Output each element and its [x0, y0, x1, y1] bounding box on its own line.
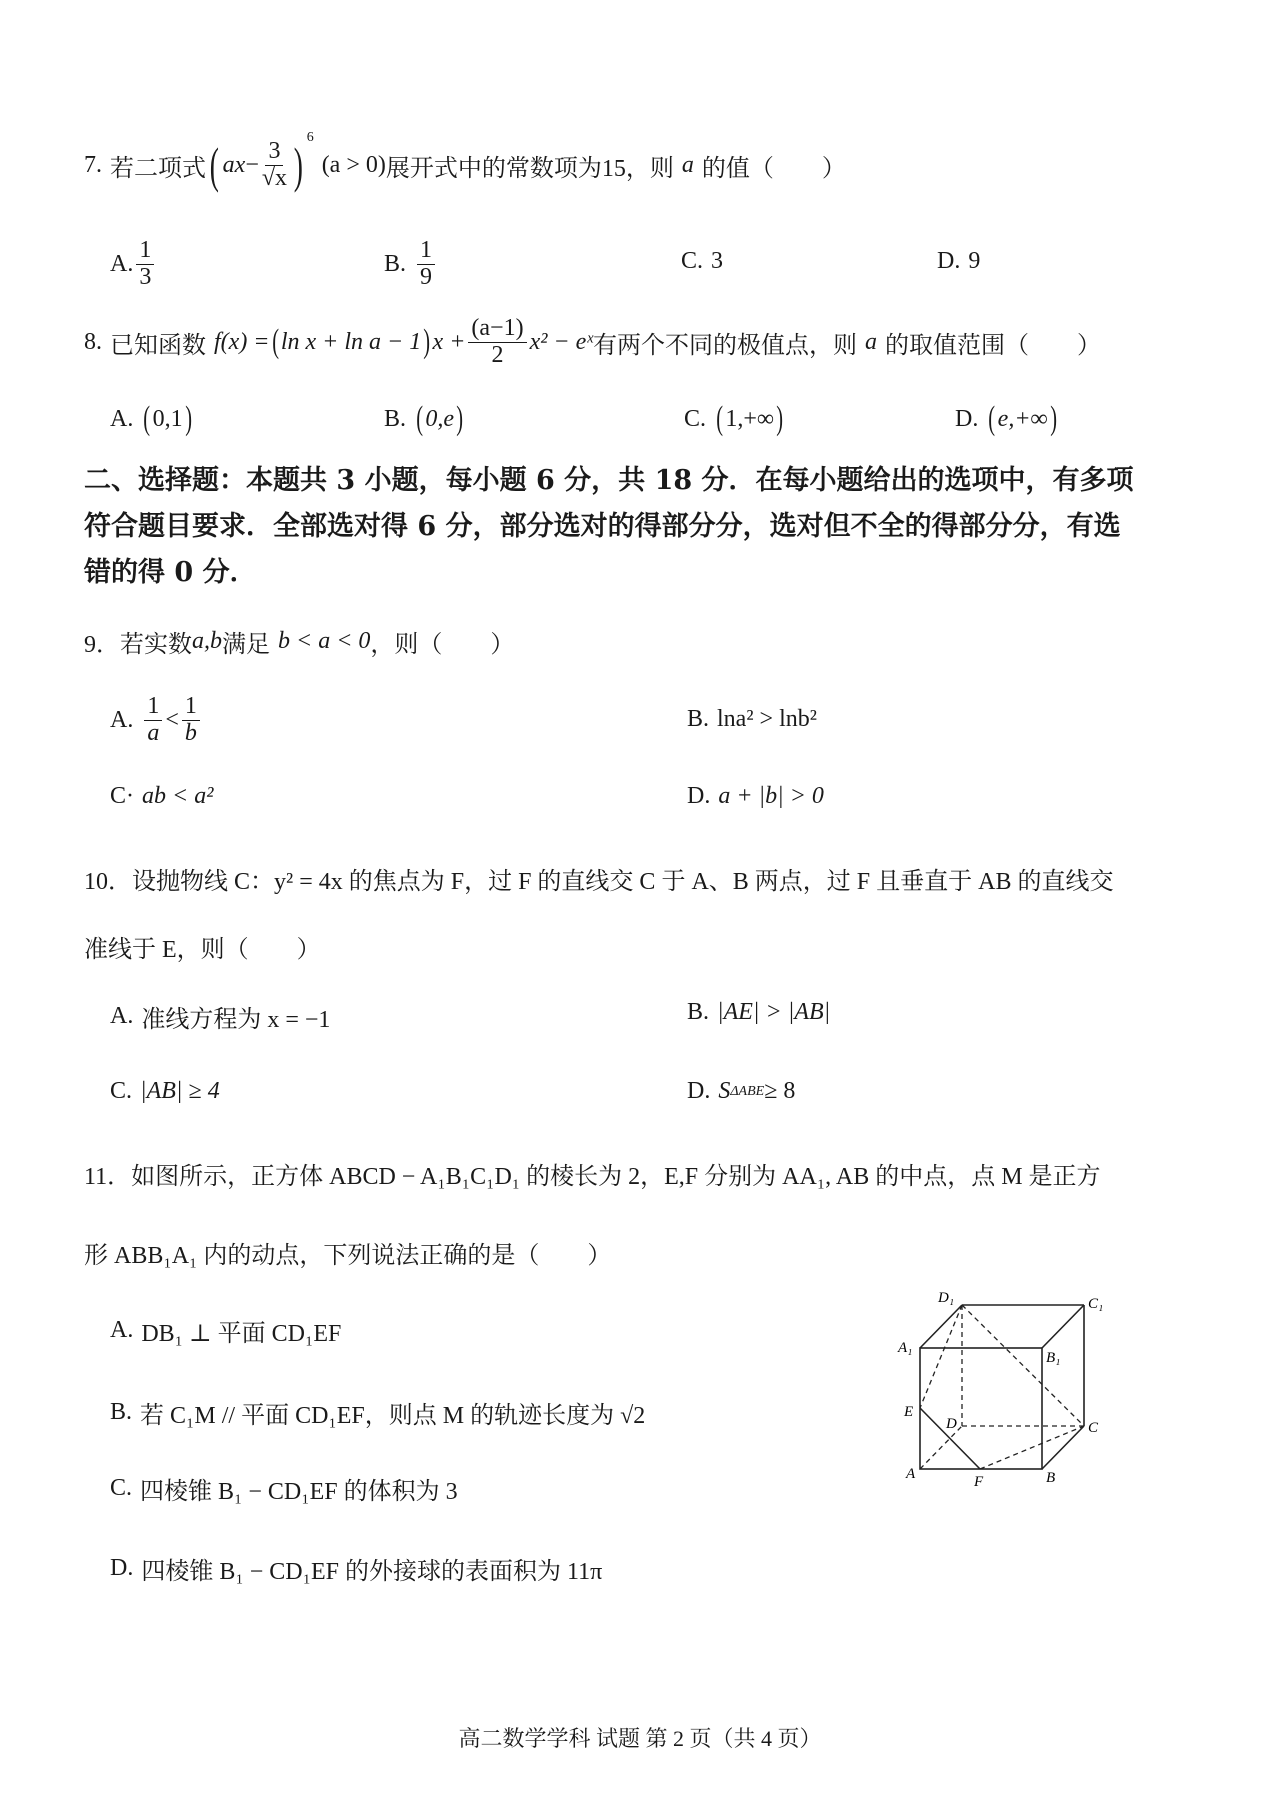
option-label: D.: [937, 248, 961, 274]
question-11-line-1: 11．如图所示，正方体 ABCD − A₁B₁C₁D₁ 的棱长为 2，E,F 分别为 AA₁, AB 的中点，点 M 是正方: [84, 1164, 1101, 1190]
option-value: 若 C₁M // 平面 CD₁EF，则点 M 的轨迹长度为 √2: [140, 1403, 646, 1429]
fraction: [417, 238, 435, 289]
option-value: e,+∞: [997, 405, 1048, 432]
q9-option-c[interactable]: [110, 783, 213, 810]
q11-option-d[interactable]: [110, 1551, 602, 1586]
math-expr: b < a < 0: [278, 628, 371, 654]
subscript: ΔABE: [730, 1083, 765, 1099]
option-value: a + |b| > 0: [718, 783, 824, 809]
option-value: 0,1: [152, 405, 183, 432]
option-value: ab < a²: [142, 783, 214, 809]
label-a: A: [906, 1466, 916, 1482]
option-label: B.: [384, 405, 407, 432]
option-label: D.: [687, 1078, 711, 1104]
fraction: [262, 139, 287, 190]
math-operator: <: [165, 706, 179, 733]
section-header-line: 符合题目要求．全部选对得 6 分，部分选对的得部分分，选对但不全的得部分分，有选: [84, 511, 1121, 542]
section-header-line: 错的得 0 分．: [84, 557, 257, 588]
math-function: f(x) =: [214, 328, 270, 355]
math-expr: x +: [432, 328, 466, 355]
q11-option-a[interactable]: [110, 1313, 341, 1348]
condition: (a > 0): [321, 151, 386, 178]
question-text: ，则（ ）: [370, 632, 515, 658]
option-label: D.: [110, 1555, 134, 1581]
option-label: A.: [110, 1003, 134, 1029]
q11-option-c[interactable]: [110, 1471, 458, 1506]
q10-option-c[interactable]: [110, 1078, 220, 1105]
fraction: [468, 316, 526, 367]
numerator: 3: [265, 139, 283, 165]
question-text: 有两个不同的极值点，则: [593, 332, 858, 359]
label-b: B: [1046, 1470, 1056, 1486]
question-number: 8.: [84, 328, 102, 355]
option-value: DB₁ ⊥ 平面 CD₁EF: [141, 1321, 342, 1347]
option-value: 3: [711, 248, 724, 274]
denominator: b: [184, 719, 197, 746]
label-c1: C₁: [1088, 1296, 1104, 1312]
math-var: a: [681, 151, 694, 178]
denominator: a: [147, 719, 160, 746]
question-text: 9．若实数: [84, 632, 192, 658]
question-text: 的取值范围（ ）: [885, 332, 1102, 359]
q9-option-d[interactable]: [687, 783, 824, 810]
q9-option-a[interactable]: [110, 692, 203, 748]
option-value: |AE| > |AB|: [717, 999, 831, 1025]
q8-option-d[interactable]: D. ( e,+∞ ): [955, 400, 1057, 437]
cube-figure: [880, 1280, 1140, 1510]
fraction: [144, 694, 162, 745]
option-value: |AB| ≥ 4: [140, 1078, 220, 1104]
q7-option-d[interactable]: [937, 248, 980, 275]
question-7-stem: 7. 若二项式 ( ax − $\frac{3}{√x}$ ) $^6$ (a > 0) 展开式中的常数项为15，则 a 的值（ ）: [84, 130, 846, 193]
question-text: 若二项式: [110, 155, 206, 182]
math-var: a,b: [192, 628, 222, 654]
label-f: F: [974, 1474, 984, 1490]
question-9-stem: [84, 624, 514, 659]
question-10-line-2: 准线于 E，则（ ）: [84, 937, 321, 963]
option-value: 1,+∞: [725, 405, 774, 432]
denominator: 9: [420, 263, 433, 290]
math-operator: −: [245, 151, 259, 178]
numerator: (a−1): [468, 316, 526, 342]
option-value: ≥ 8: [764, 1078, 796, 1104]
q8-option-b[interactable]: B. ( 0,e ): [384, 400, 464, 437]
option-value: 准线方程为 x = −1: [141, 1007, 331, 1033]
option-value: lna² > lnb²: [717, 706, 817, 732]
option-label: C·: [110, 783, 134, 809]
option-value: 四棱锥 B₁ − CD₁EF 的外接球的表面积为 11π: [141, 1559, 603, 1585]
fraction: [182, 694, 200, 745]
option-label: C.: [684, 405, 707, 432]
label-e: E: [904, 1404, 914, 1420]
option-label: D.: [687, 783, 711, 809]
exponent: 6: [306, 130, 314, 145]
option-label: C.: [110, 1078, 133, 1104]
math-var: a: [865, 328, 878, 355]
option-label: B.: [687, 999, 710, 1025]
q7-option-b[interactable]: [384, 238, 438, 290]
option-label: A.: [110, 405, 134, 432]
section-header-line: 二、选择题：本题共 3 小题，每小题 6 分，共 18 分．在每小题给出的选项中，有多项: [84, 465, 1134, 496]
numerator: 1: [417, 238, 435, 264]
denominator: 3: [139, 263, 152, 290]
question-10-line-1: 10．设抛物线 C：y² = 4x 的焦点为 F，过 F 的直线交 C 于 A、B 两点，过 F 且垂直于 AB 的直线交: [84, 869, 1114, 895]
numerator: 1: [144, 694, 162, 720]
q8-option-c[interactable]: C. ( 1,+∞ ): [684, 400, 784, 437]
numerator: 1: [136, 238, 154, 264]
option-label: A.: [110, 1317, 134, 1343]
math-term: ax: [222, 151, 246, 178]
q10-option-d[interactable]: [687, 1078, 795, 1105]
section-header: [84, 458, 1204, 596]
option-label: C.: [681, 248, 704, 274]
page-footer: 高二数学学科 试题 第 2 页（共 4 页）: [458, 1726, 822, 1751]
label-d1: D₁: [938, 1290, 955, 1306]
option-label: A.: [110, 706, 134, 733]
math-expr: ln x + ln a − 1: [280, 328, 422, 355]
option-label: B.: [687, 706, 710, 732]
q7-option-a[interactable]: [110, 238, 157, 290]
question-text: 展开式中的常数项为15，则: [385, 155, 674, 182]
option-label: B.: [110, 1399, 133, 1425]
option-value: 0,e: [425, 405, 454, 432]
question-8-stem: 8. 已知函数 f(x) = ( ln x + ln a − 1 ) x + $\frac{(a-1)}{2}$ x² − eˣ 有两个不同的极值点，则 a 的取值范围（ ）: [84, 315, 1102, 368]
cube-solid-edges: [920, 1305, 1084, 1469]
question-text: 满足: [222, 632, 270, 658]
denominator: 2: [491, 341, 504, 368]
numerator: 1: [182, 694, 200, 720]
label-b1: B₁: [1046, 1350, 1061, 1366]
q10-option-a[interactable]: [110, 999, 330, 1034]
q7-option-c[interactable]: [681, 248, 723, 275]
math-expr: x² − eˣ: [529, 328, 594, 355]
question-11-line-2: 形 ABB₁A₁ 内的动点，下列说法正确的是（ ）: [84, 1243, 612, 1269]
label-d: D: [946, 1416, 957, 1432]
denominator: √x: [261, 164, 288, 191]
option-value: 9: [968, 248, 981, 274]
option-label: D.: [955, 405, 979, 432]
option-label: A.: [110, 250, 134, 277]
option-label: C.: [110, 1475, 133, 1501]
q8-option-a[interactable]: A. ( 0,1 ): [110, 400, 192, 437]
option-value: S: [718, 1078, 731, 1104]
q10-option-b[interactable]: [687, 999, 830, 1026]
question-text: 已知函数: [110, 332, 206, 359]
question-number: 7.: [84, 151, 102, 178]
label-c: C: [1088, 1420, 1099, 1436]
label-a1: A₁: [898, 1340, 913, 1356]
q9-option-b[interactable]: [687, 706, 817, 733]
option-label: B.: [384, 250, 407, 277]
q11-option-b[interactable]: [110, 1395, 645, 1430]
option-value: 四棱锥 B₁ − CD₁EF 的体积为 3: [140, 1479, 458, 1505]
fraction: [136, 238, 154, 289]
question-text: 的值（ ）: [701, 155, 846, 182]
